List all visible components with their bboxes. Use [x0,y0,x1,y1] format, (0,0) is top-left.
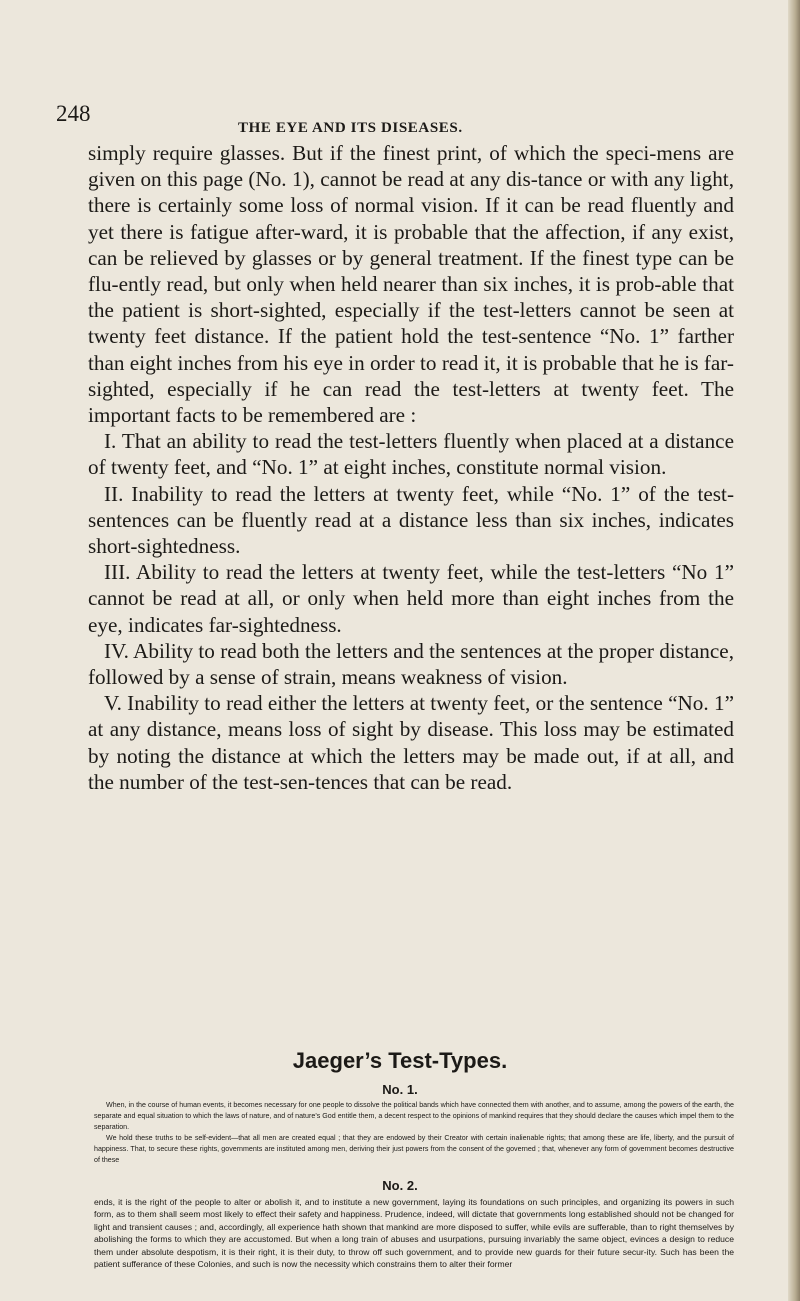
paragraph: II. Inability to read the letters at twenty feet, while “No. 1” of the test-sentences can be fluently read at a distance less than six inches, indicates short-sightedness. [88,481,734,559]
paragraph: We hold these truths to be self-evident—that all men are created equal ; that they are endowed by their Creator with certain inalienable rights; that among these are life, liberty, and the pursuit of happiness. That, to secure these rights, governments are instituted among men, deriving their just powers from the consent of the governed ; that, whenever any form of government becomes destructive of these [94,1134,734,1164]
paragraph: simply require glasses. But if the finest print, of which the speci-mens are given on this page (No. 1), cannot be read at any dis-tance or with any light, there is certainly some loss of normal vision. If it can be read fluently and yet there is fatigue after-ward, it is probable that the affection, if any exist, can be relieved by glasses or by general treatment. If the finest type can be flu-ently read, but only when held nearer than six inches, it is prob-able that the patient is short-sighted, especially if the test-letters cannot be seen at twenty feet distance. If the patient hold the test-sentence “No. 1” farther than eight inches from his eye in order to read it, it is probable that he is far-sighted, especially if he can read the test-letters at twenty feet. The important facts to be remembered are : [88,141,734,428]
paragraph: ends, it is the right of the people to alter or abolish it, and to institute a new government, laying its foundations on such principles, and organizing its powers in such form, as to them shall seem most likely to effect their safety and happiness. Prudence, indeed, will dictate that governments long established should not be changed for light and transient causes ; and, accordingly, all experience hath shown that mankind are more disposed to suffer, while evils are sufferable, than to right themselves by abolishing the forms to which they are accustomed. But when a long train of abuses and usurpations, pursuing invariably the same object, evinces a design to reduce them under absolute despotism, it is their right, it is their duty, to throw off such government, and to provide new guards for their future secur-ity. Such has been the patient sufferance of these Colonies, and such is now the necessity which constrains them to alter their former [94,1197,734,1270]
test-type-label-no2: No. 2. [382,1178,418,1193]
paragraph: V. Inability to read either the letters at twenty feet, or the sentence “No. 1” at any distance, means loss of sight by disease. This loss may be estimated by noting the distance at which the letters may be made out, if at all, and the number of the test-sen-tences that can be read. [88,691,734,794]
paragraph: IV. Ability to read both the letters and the sentences at the proper distance, followed by a sense of strain, means weakness of vision. [88,638,734,690]
section-title: Jaeger’s Test-Types. [292,1048,508,1073]
test-type-label-no1: No. 1. [382,1082,418,1097]
page-number: 248 [56,101,91,126]
paragraph: III. Ability to read the letters at twenty feet, while the test-letters “No 1” cannot be read at all, or only when held more than eight inches from the eye, indicates far-sightedness. [88,560,734,637]
paragraph: I. That an ability to read the test-letters fluently when placed at a distance of twenty feet, and “No. 1” at eight inches, constitute normal vision. [88,429,734,480]
paragraph: When, in the course of human events, it becomes necessary for one people to dissolve the political bands which have connected them with another, and to assume, among the powers of the earth, the separate and equal situation to which the laws of nature, and of nature’s God entitle them, a decent respect to the opinions of mankind requires that they should declare the causes which impel them to the separation. [94,1101,734,1131]
running-title: THE EYE AND ITS DISEASES. [238,120,463,136]
page-header [0,101,800,136]
test-type-no1-text [94,1100,734,1166]
body-text [88,140,734,795]
test-type-no2-text [94,1196,734,1270]
page-spine-shadow [788,0,800,1301]
